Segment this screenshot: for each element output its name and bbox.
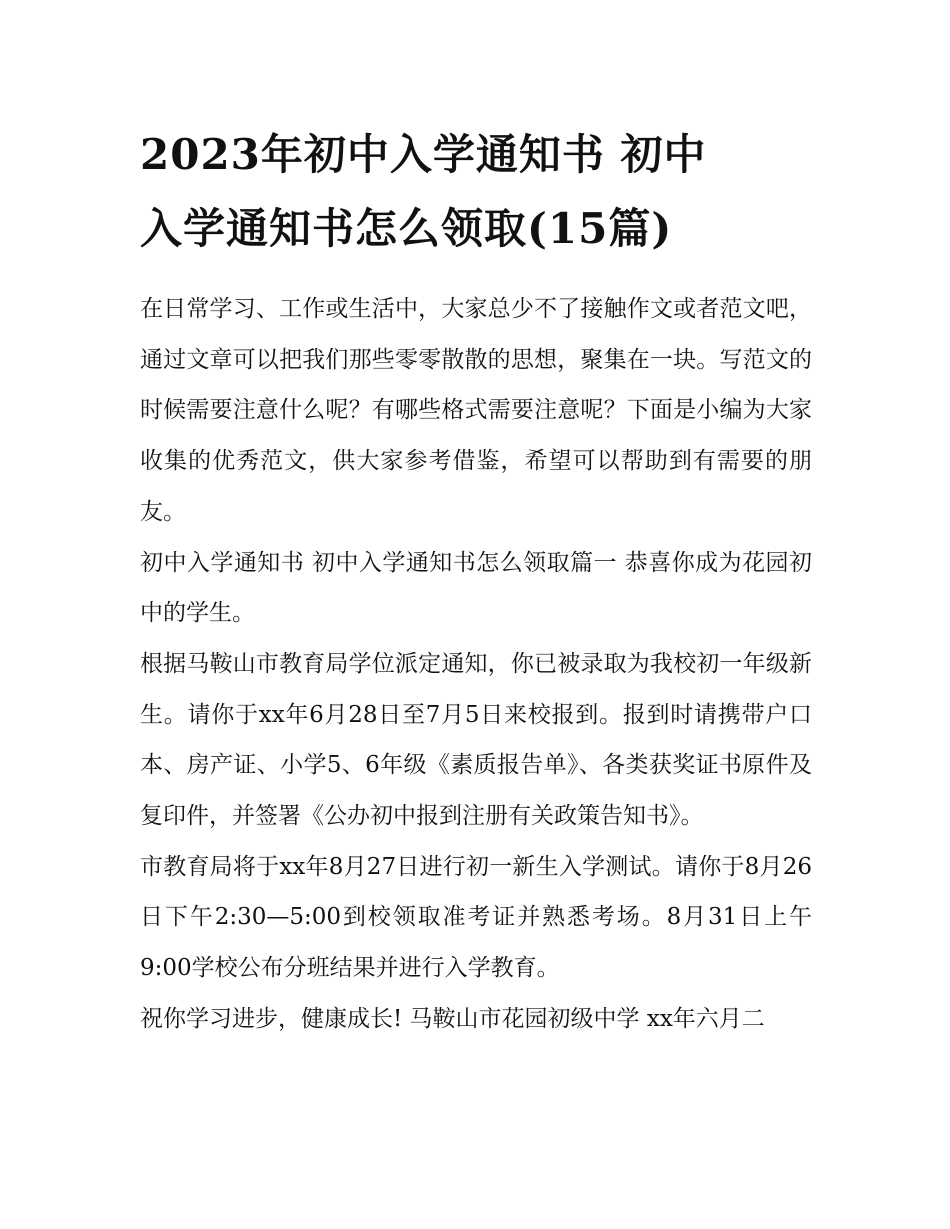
paragraph-heading: 初中入学通知书 初中入学通知书怎么领取篇一 恭喜你成为花园初中的学生。 bbox=[140, 549, 812, 627]
paragraph-closing: 祝你学习进步，健康成长! 马鞍山市花园初级中学 xx年六月二 bbox=[140, 1005, 765, 1032]
title-line-1: 2023年初中入学通知书 初中 bbox=[140, 130, 707, 179]
paragraph-intro: 在日常学习、工作或生活中，大家总少不了接触作文或者范文吧，通过文章可以把我们那些零零散散的思想，聚集在一块。写范文的时候需要注意什么呢？有哪些格式需要注意呢？下面是小编为大家收集的优秀范文，供大家参考借鉴，希望可以帮助到有需要的朋友。 bbox=[140, 296, 812, 525]
paragraph-admission: 根据马鞍山市教育局学位派定通知，你已被录取为我校初一年级新生。请你于xx年6月28日至7月5日来校报到。报到时请携带户口本、房产证、小学5、6年级《素质报告单》、各类获奖证书原件及复印件，并签署《公办初中报到注册有关政策告知书》。 bbox=[140, 650, 812, 830]
document-page bbox=[140, 118, 812, 1045]
document-title bbox=[140, 118, 812, 266]
paragraph-schedule: 市教育局将于xx年8月27日进行初一新生入学测试。请你于8月26日下午2:30—5:00到校领取准考证并熟悉考场。8月31日上午9:00学校公布分班结果并进行入学教育。 bbox=[140, 853, 812, 982]
document-body bbox=[140, 284, 812, 1045]
title-line-2: 入学通知书怎么领取(15篇) bbox=[140, 204, 673, 253]
